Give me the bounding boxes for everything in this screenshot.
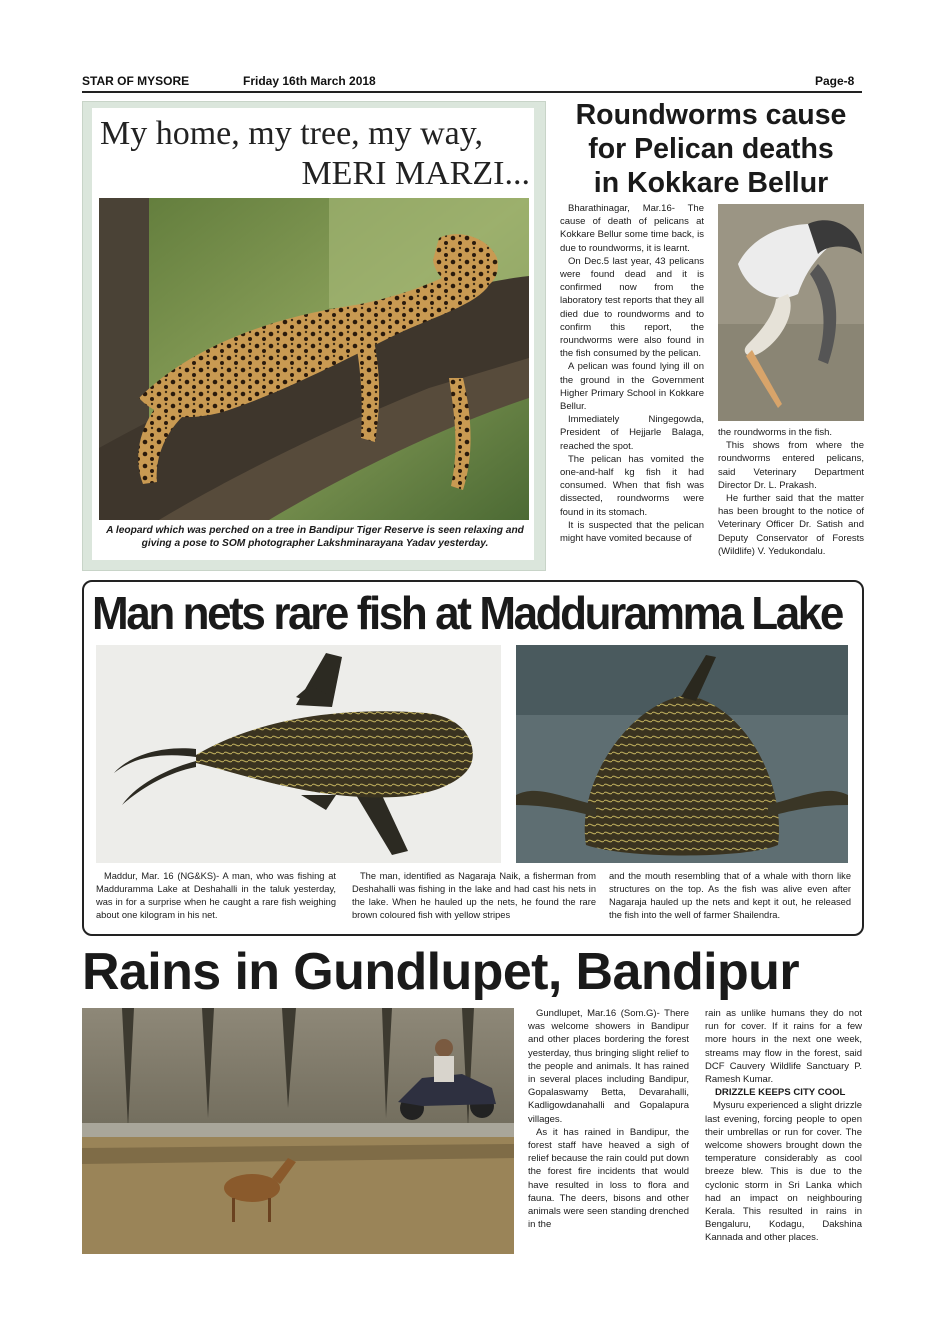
- rains-paragraph: Mysuru experienced a slight drizzle last evening, forcing people to open their umbrellas or run for cover. The welcome showers brought down the temperature considerably as cool breeze blew. This is due to the cyclonic storm in Sri Lanka which had an impact on neighbouring Kerala. This resulted in rains in Bengaluru, Kodagu, Dakshina Kannada and other places.: [705, 1100, 862, 1244]
- pelican-paragraph: Immediately Ningegowda, President of Hejjarle Balaga, reached the spot.: [560, 414, 704, 452]
- pelican-paragraph: Bharathinagar, Mar.16- The cause of death of pelicans at Kokkare Bellur some time back, is due to roundworms, it is learnt.: [560, 203, 704, 254]
- fish-top-view-photo: [96, 645, 501, 863]
- page-number: Page-8: [815, 74, 855, 88]
- fish-front-view-photo: [516, 645, 848, 863]
- pelican-headline-line1: Roundworms cause: [575, 99, 847, 131]
- pelican-paragraph: On Dec.5 last year, 43 pelicans were found dead and it is confirmed now from the laboratory test reports that they all died due to roundworms and to confirm this report, the roundworms were also found in the fish consumed by the pelican.: [560, 255, 704, 360]
- leopard-headline-line1: My home, my tree, my way,: [100, 115, 484, 152]
- drizzle-subhead: DRIZZLE KEEPS CITY COOL: [715, 1087, 846, 1099]
- leopard-photo: [99, 198, 529, 520]
- rains-headline: Rains in Gundlupet, Bandipur: [82, 943, 799, 1001]
- pelican-photo: [718, 204, 864, 421]
- rains-paragraph: Gundlupet, Mar.16 (Som.G)- There was welcome showers in Bandipur and other places bordering the forest yesterday, thus bringing slight relief to the people and animals. It has rained in several places including Bandipur, Gopalaswamy Betta, Devarahalli, Kadligowdanahalli and Gopalapura villages.: [528, 1008, 689, 1125]
- pelican-paragraph: The pelican has vomited the one-and-half kg fish it had consumed. When that fish was dissected, roundworms were found in its stomach.: [560, 453, 704, 518]
- pelican-headline-line2: for Pelican deaths: [588, 133, 834, 165]
- fish-column-1: Maddur, Mar. 16 (NG&KS)- A man, who was fishing at Madduramma Lake at Deshahalli in the taluk yesterday, was in for a surprise when he caught a rare fish weighing about one kilogram in his net.: [96, 871, 336, 920]
- pelican-headline-line3: in Kokkare Bellur: [593, 167, 829, 199]
- rains-paragraph: As it has rained in Bandipur, the forest staff have heaved a sigh of relief because the rain could put down the forest fire incidents that would have resulted in loss to flora and fauna. The deers, bisons and other animals were seen standing drenched in the: [528, 1126, 689, 1231]
- pelican-paragraph: A pelican was found lying ill on the ground in the Government Higher Primary School in Kokkare Bellur.: [560, 361, 704, 413]
- pelican-column-2: [718, 426, 864, 558]
- leopard-headline: [100, 114, 530, 194]
- leopard-caption: A leopard which was perched on a tree in Bandipur Tiger Reserve is seen relaxing and giving a pose to SOM photographer Lakshminarayana Yadav yesterday.: [106, 525, 524, 549]
- rain-scooter-deer-photo: [82, 1008, 514, 1254]
- pelican-paragraph: He further said that the matter has been brought to the notice of Veterinary Officer Dr. Satish and Deputy Conservator of Forests (Wildlife) V. Yedukondalu.: [718, 493, 864, 557]
- pelican-paragraph: This shows from where the roundworms entered pelicans, said Veterinary Department Director Dr. L. Prakash.: [718, 440, 864, 491]
- header-rule: [82, 91, 862, 93]
- pelican-paragraph: the roundworms in the fish.: [718, 427, 833, 438]
- rains-column-2: [705, 1007, 862, 1245]
- fish-headline: Man nets rare fish at Madduramma Lake: [92, 587, 842, 640]
- pelican-column-1: [560, 202, 704, 545]
- rains-paragraph: rain as unlike humans they do not run for cover. If it rains for a few more hours in the next one week, streams may flow in the forest, said DCF Cauvery Wildlife Sanctuary P. Ramesh Kumar.: [705, 1008, 862, 1086]
- publication-name: STAR OF MYSORE: [82, 74, 190, 88]
- fish-column-2: The man, identified as Nagaraja Naik, a fisherman from Deshahalli was fishing in the lake and had cast his nets in the lake. When he hauled up the nets, he found the rare brown coloured fish with yellow stripes: [352, 871, 596, 920]
- pelican-paragraph: It is suspected that the pelican might have vomited because of: [560, 519, 704, 545]
- fish-column-3: and the mouth resembling that of a whale with thorn like structures on the top. As the fish was alive even after Nagaraja hauled up the nets and kept it out, he released the fish into the well of farmer Shailendra.: [609, 871, 851, 920]
- leopard-headline-line2: MERI MARZI...: [301, 155, 530, 192]
- rains-column-1: [528, 1007, 689, 1231]
- pelican-headline: [552, 98, 870, 200]
- issue-date: Friday 16th March 2018: [243, 74, 376, 88]
